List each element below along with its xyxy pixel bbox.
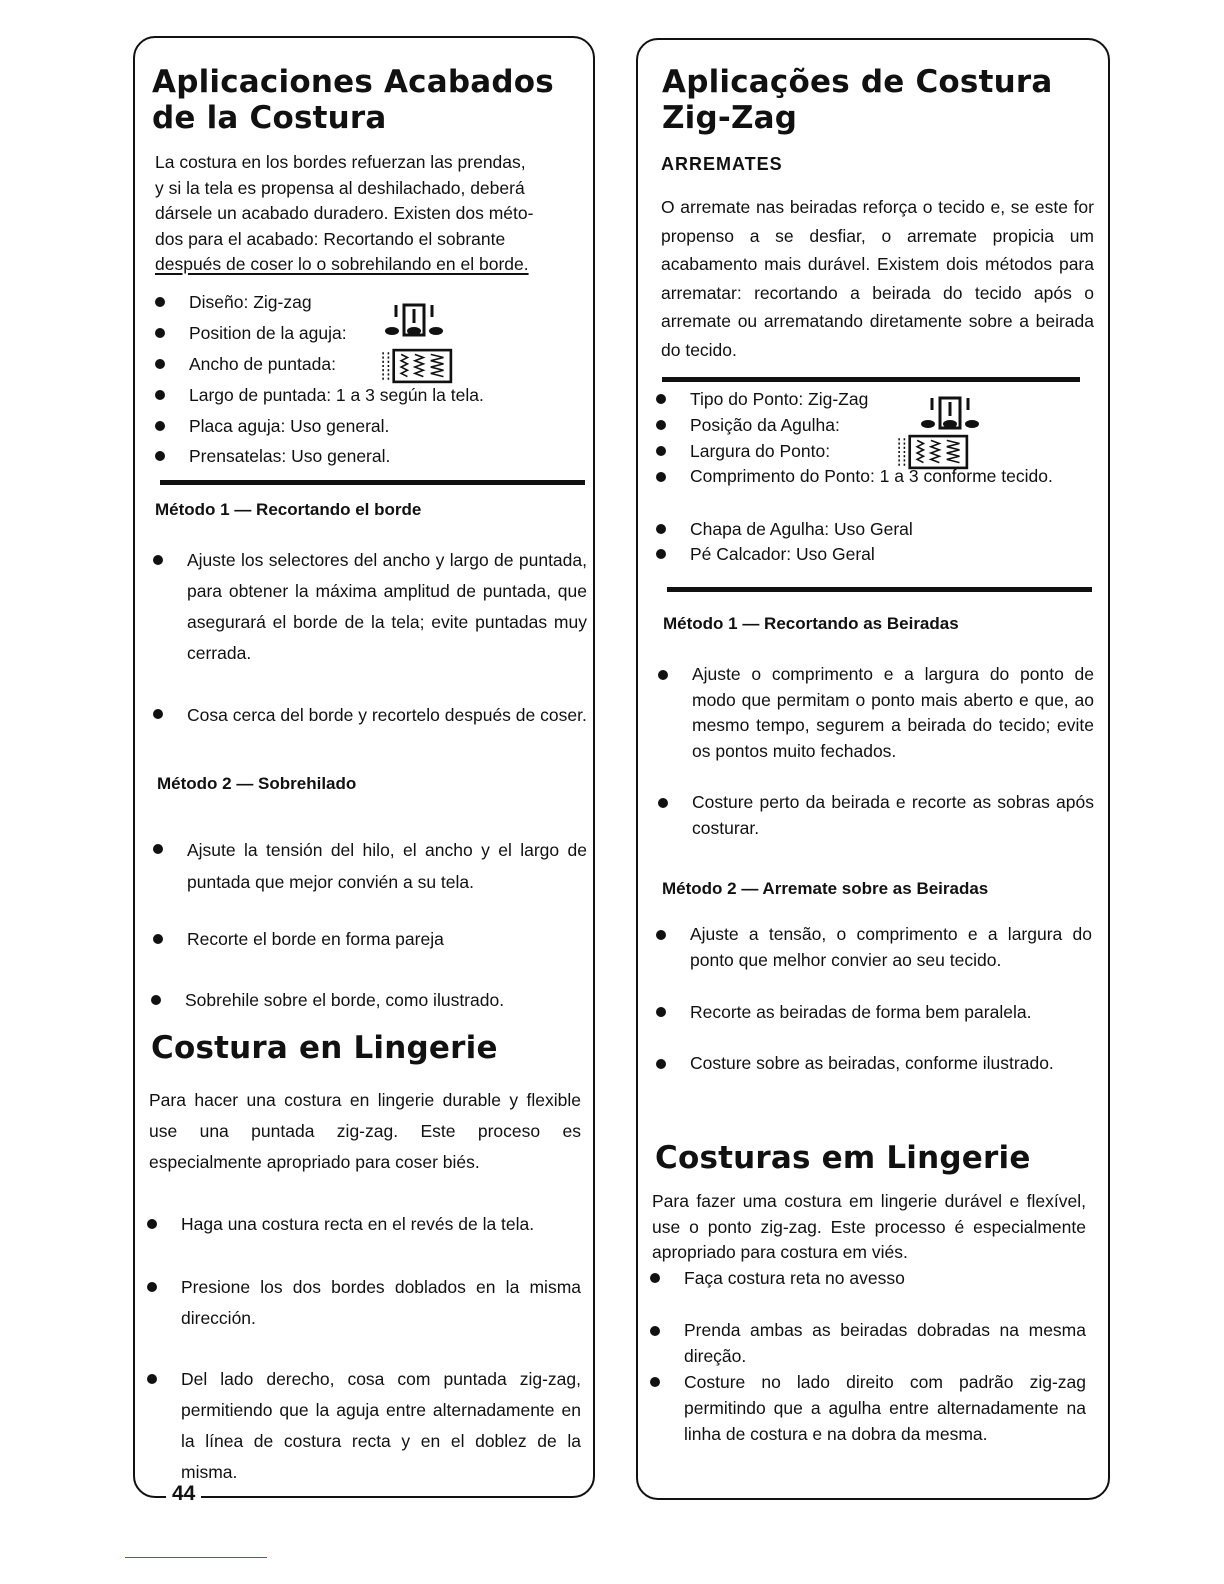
- left-method2-title: Método 2 — Sobrehilado: [157, 774, 357, 793]
- bullet-icon: [155, 359, 165, 369]
- right-title: Aplicações de Costura Zig-Zag: [662, 64, 1053, 136]
- bullet-icon: [658, 798, 668, 808]
- left-intro-line-2: y si la tela es propensa al deshilachado, deberá: [155, 177, 525, 198]
- left-intro-underlined: después de coser lo o sobrehilando en el borde.: [155, 254, 529, 274]
- left-intro: [155, 150, 585, 278]
- left-intro-line-1: La costura en los bordes refuerzan las prendas,: [155, 152, 526, 172]
- right-lingerie-title: Costuras em Lingerie: [655, 1140, 1031, 1176]
- bullet-icon: [656, 930, 666, 940]
- needle-position-icon: [382, 301, 446, 345]
- bullet-icon: [147, 1374, 157, 1384]
- bullet-icon: [656, 394, 666, 404]
- page-number: 44: [166, 1482, 201, 1506]
- section-divider: [160, 480, 585, 485]
- bullet-icon: [650, 1273, 660, 1283]
- bullet-icon: [656, 420, 666, 430]
- bullet-icon: [656, 524, 666, 534]
- right-method2-title: Método 2 — Arremate sobre as Beiradas: [662, 879, 989, 898]
- left-lingerie-title: Costura en Lingerie: [151, 1030, 498, 1066]
- stitch-width-icon: [375, 348, 459, 384]
- left-method1-title: Método 1 — Recortando el borde: [155, 500, 422, 519]
- bullet-icon: [658, 670, 668, 680]
- right-lingerie-intro: Para fazer uma costura em lingerie durável e flexível, use o ponto zig-zag. Este processo é especialmente apropriado para costura em viés.: [652, 1191, 1086, 1262]
- bullet-icon: [656, 472, 666, 482]
- bottom-link-line: [125, 1557, 267, 1558]
- bullet-icon: [155, 421, 165, 431]
- right-subtitle: ARREMATES: [661, 154, 783, 174]
- left-intro-line-4: dos para el acabado: Recortando el sobrante: [155, 228, 506, 249]
- bullet-icon: [656, 1007, 666, 1017]
- section-divider: [667, 587, 1092, 592]
- bullet-icon: [153, 844, 163, 854]
- bullet-icon: [147, 1282, 157, 1292]
- left-title: Aplicaciones Acabados de la Costura: [152, 64, 554, 136]
- bullet-icon: [153, 934, 163, 944]
- bullet-icon: [656, 446, 666, 456]
- bullet-icon: [656, 1059, 666, 1069]
- left-lingerie-intro: Para hacer una costura en lingerie durable y flexible use una puntada zig-zag. Este proceso es especialmente apropriado para coser biés.: [149, 1090, 581, 1172]
- bullet-icon: [650, 1377, 660, 1387]
- bullet-icon: [147, 1219, 157, 1229]
- left-intro-line-3: dársele un acabado duradero. Existen dos méto-: [155, 203, 534, 223]
- section-divider: [662, 377, 1080, 382]
- bullet-icon: [155, 297, 165, 307]
- bullet-icon: [155, 328, 165, 338]
- bullet-icon: [151, 995, 161, 1005]
- bullet-icon: [155, 451, 165, 461]
- bullet-icon: [153, 709, 163, 719]
- right-method1-title: Método 1 — Recortando as Beiradas: [663, 614, 959, 633]
- bullet-icon: [155, 390, 165, 400]
- bullet-icon: [650, 1326, 660, 1336]
- bullet-icon: [656, 549, 666, 559]
- bullet-icon: [153, 555, 163, 565]
- right-intro: O arremate nas beiradas reforça o tecido e, se este for propenso a se desfiar, o arremate propicia um acabamento mais durável. Existem dois métodos para arrematar: recortando a beirada do tecido após o arremate ou arrematando diretamente sobre a beirada do tecido.: [661, 197, 1094, 360]
